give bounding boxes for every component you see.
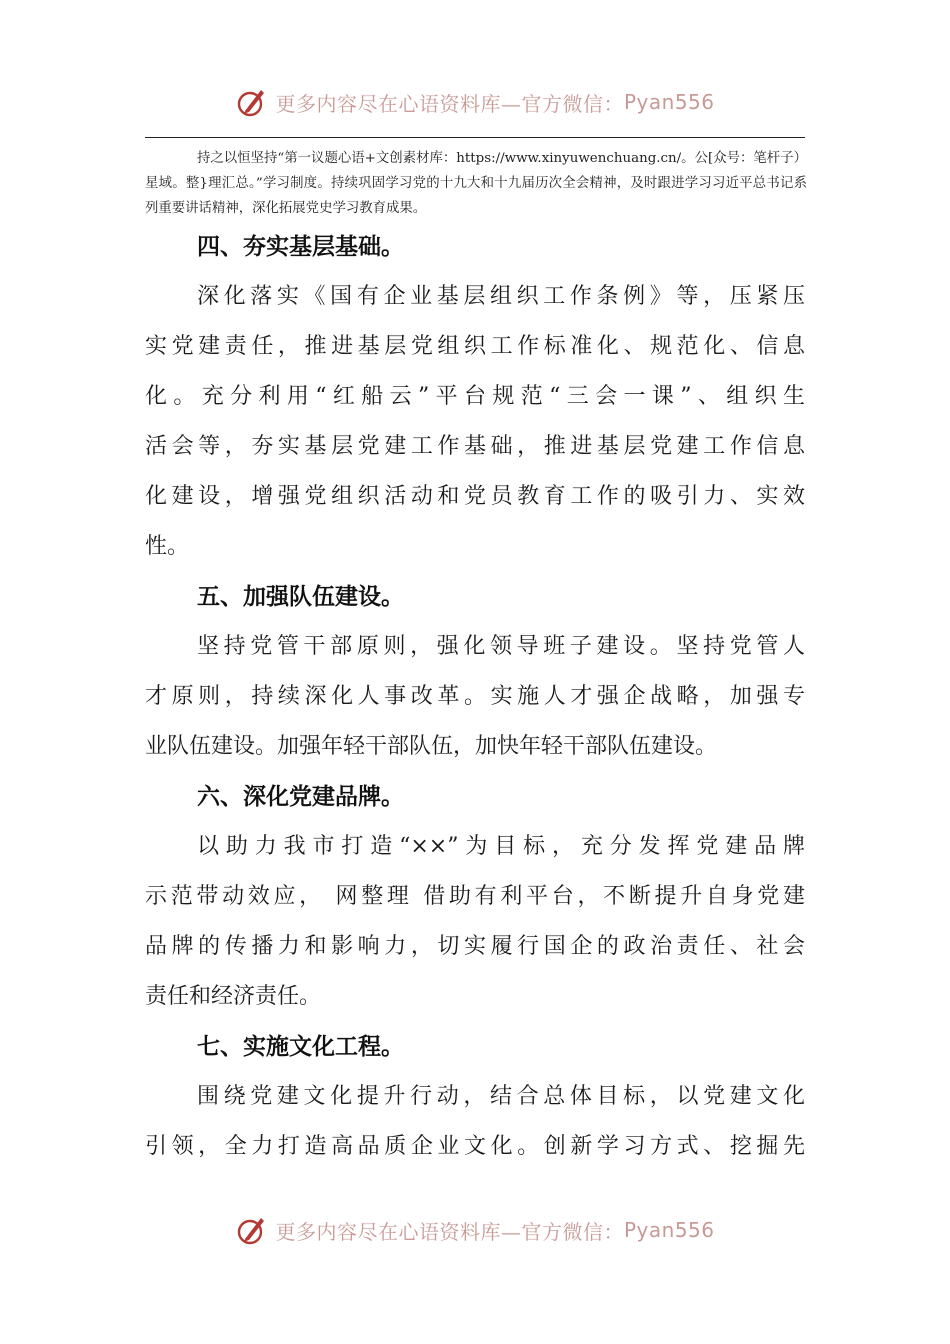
document-body xyxy=(145,222,805,1172)
pen-quill-logo-icon xyxy=(235,1213,269,1247)
paragraph-line: 示范带动效应， 网整理 借助有利平台，不断提升自身党建 xyxy=(145,884,805,909)
paragraph-line: 深化落实《国有企业基层组织工作条例》等，压紧压 xyxy=(197,284,805,309)
banner-text: 更多内容尽在心语资料库—官方微信： xyxy=(275,1219,624,1244)
section-paragraph xyxy=(145,822,805,1022)
section xyxy=(145,1022,805,1172)
paragraph-line: 品牌的传播力和影响力，切实履行国企的政治责任、社会 xyxy=(145,934,805,959)
paragraph-line: 以助力我市打造“××”为目标，充分发挥党建品牌 xyxy=(197,834,805,859)
intro-fragment: 持之以恒坚持“第一议题心语+文创素材库：https://www.xinyuwenchuang.cn/。公[众号：笔杆子）星域。整}理汇总。”学习制度。持续巩固学习党的十九大和十九届历次全会精神，及时跟进学习习近平总书记系列重要讲话精神，深化拓展党史学习教育成果。 xyxy=(145,151,807,216)
banner-wechat-id: Pyan556 xyxy=(623,1218,715,1242)
footer-banner xyxy=(0,1210,950,1250)
paragraph-line: 实党建责任，推进基层党组织工作标准化、规范化、信息 xyxy=(145,334,805,359)
section-heading: 五、加强队伍建设。 xyxy=(197,584,404,610)
pen-quill-logo-icon xyxy=(235,85,269,119)
header-rule xyxy=(145,137,805,138)
paragraph-line: 坚持党管干部原则，强化领导班子建设。坚持党管人 xyxy=(197,634,805,659)
section-heading: 四、夯实基层基础。 xyxy=(197,234,404,260)
header-banner xyxy=(0,82,950,122)
paragraph-line: 责任和经济责任。 xyxy=(145,984,322,1009)
paragraph-line: 性。 xyxy=(145,534,190,559)
paragraph-line: 引领，全力打造高品质企业文化。创新学习方式、挖掘先 xyxy=(145,1134,805,1159)
paragraph-line: 活会等，夯实基层党建工作基础，推进基层党建工作信息 xyxy=(145,434,805,459)
section-paragraph xyxy=(145,272,805,572)
section-paragraph xyxy=(145,622,805,772)
banner-wechat-id: Pyan556 xyxy=(623,90,715,114)
paragraph-line: 才原则，持续深化人事改革。实施人才强企战略，加强专 xyxy=(145,684,805,709)
section-heading: 六、深化党建品牌。 xyxy=(197,784,404,810)
section-paragraph xyxy=(145,1072,805,1172)
paragraph-line: 化建设，增强党组织活动和党员教育工作的吸引力、实效 xyxy=(145,484,805,509)
section xyxy=(145,222,805,572)
section xyxy=(145,572,805,772)
paragraph-line: 业队伍建设。加强年轻干部队伍，加快年轻干部队伍建设。 xyxy=(145,734,718,759)
section xyxy=(145,772,805,1022)
banner-text: 更多内容尽在心语资料库—官方微信： xyxy=(275,91,624,116)
paragraph-line: 围绕党建文化提升行动，结合总体目标，以党建文化 xyxy=(197,1084,805,1109)
paragraph-line: 化。充分利用“红船云”平台规范“三会一课”、组织生 xyxy=(145,384,805,409)
section-heading: 七、实施文化工程。 xyxy=(197,1034,404,1060)
